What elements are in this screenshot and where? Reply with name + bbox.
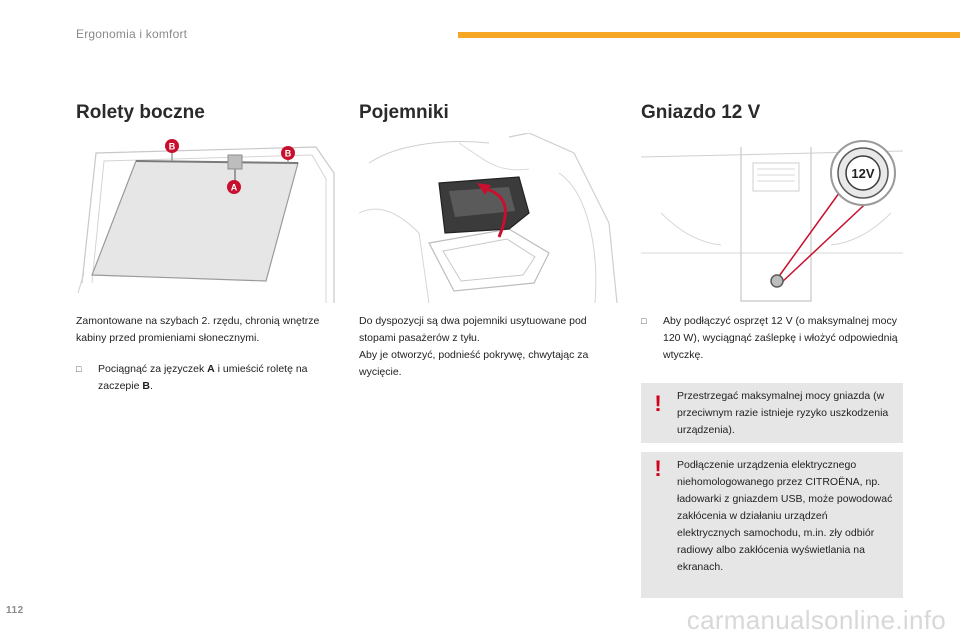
storage-description: Do dyspozycji są dwa pojemniki usytuowane pod stopami pasażerów z tyłu. — [359, 315, 587, 344]
bullet-square-icon: □ — [76, 364, 82, 374]
section-title-blinds: Rolety boczne — [76, 102, 205, 123]
page-number: 112 — [6, 605, 24, 616]
socket-drawing — [641, 133, 903, 305]
illustration-12v-socket — [641, 133, 903, 305]
header-accent-bar — [458, 32, 960, 38]
blinds-intro-text: Zamontowane na szybach 2. rzędu, chronią wnętrze kabiny przed promieniami słonecznymi. — [76, 315, 320, 344]
warning-non-homologated-device: ! Podłączenie urządzenia elektrycznego niehomologowanego przez CITROËNA, np. ładowarki z gniazdem USB, może powodować zakłócenia w działaniu urządzeń elektrycznych samochodu, m.in. zły odbiór radiowy albo zakłócenia wyświetlania na ekranach. — [641, 452, 903, 598]
floor-storage-drawing — [359, 133, 619, 305]
watermark-text: carmanualsonline.info — [686, 605, 946, 635]
section-title-socket: Gniazdo 12 V — [641, 102, 761, 123]
bullet-square-icon: □ — [641, 316, 647, 326]
callout-b-right — [281, 146, 295, 160]
socket-instruction: □ Aby podłączyć osprzęt 12 V (o maksymalnej mocy 120 W), wyciągnąć zaślepkę i włożyć odpowiednią wtyczkę. — [641, 315, 898, 361]
socket-12v-label: 12V — [851, 166, 875, 181]
callout-a — [227, 180, 241, 194]
warning-exclamation-icon: ! — [654, 391, 662, 416]
svg-text:B: B — [168, 141, 176, 152]
side-blind-drawing — [76, 133, 336, 305]
illustration-floor-storage — [359, 133, 619, 305]
svg-text:A: A — [230, 182, 238, 193]
storage-instruction: Aby je otworzyć, podnieść pokrywę, chwytając za wycięcie. — [359, 349, 589, 378]
warning-max-power: ! Przestrzegać maksymalnej mocy gniazda (w przeciwnym razie istnieje ryzyko uszkodzenia urządzenia). — [641, 383, 903, 443]
svg-text:B: B — [284, 148, 292, 159]
illustration-side-blinds — [76, 133, 336, 305]
page-header-title: Ergonomia i komfort — [76, 27, 188, 41]
section-title-storage: Pojemniki — [359, 102, 449, 123]
warning-exclamation-icon: ! — [654, 456, 662, 481]
blinds-instruction: □ Pociągnąć za języczek A i umieścić roletę na zaczepie B. — [76, 363, 308, 392]
callout-b-left — [165, 139, 179, 153]
